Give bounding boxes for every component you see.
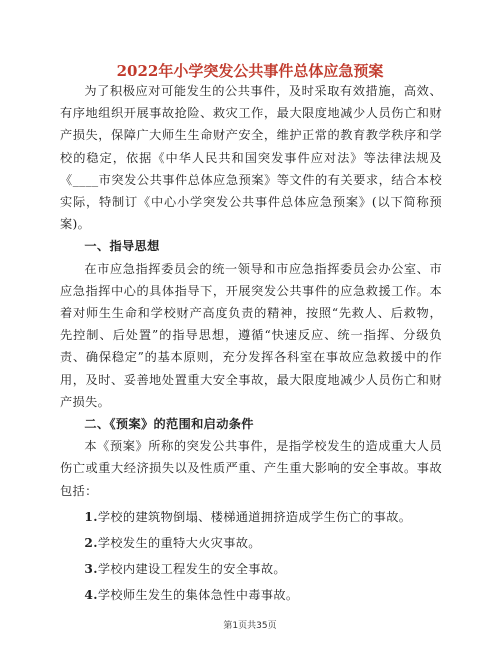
section-heading-scope: 二、《预案》的范围和启动条件 [84, 417, 254, 432]
list-item: 1.学校的建筑物倒塌、楼梯通道拥挤造成学生伤亡的事故。 [84, 509, 412, 524]
accident-list [60, 506, 442, 607]
list-item: 2.学校发生的重特大火灾事故。 [84, 536, 261, 551]
document-title: 2022年小学突发公共事件总体应急预案 [116, 62, 384, 80]
scope-paragraph: 本《预案》所称的突发公共事件，是指学校发生的造成重大人员伤亡或重大经济损失以及性质严重、产生重大影响的安全事故。事故包括： [60, 439, 442, 498]
document-body [60, 80, 442, 611]
list-item: 4.学校师生发生的集体急性中毒事故。 [84, 588, 299, 603]
page-number-footer: 第1页共35页 [223, 621, 277, 631]
intro-paragraph: 为了积极应对可能发生的公共事件，及时采取有效措施，高效、有序地组织开展事故抢险、救灾工作，最大限度地减少人员伤亡和财产损失，保障广大师生生命财产安全，维护正常的教育教学秩序和学校的稳定，依据《中华人民共和国突发事件应对法》等法律法规及《____市突发公共事件总体应急预案》等文件的有关要求，结合本校实际，特制订《中心小学突发公共事件总体应急预案》(以下简称预案)。 [60, 84, 442, 232]
guiding-ideology-paragraph: 在市应急指挥委员会的统一领导和市应急指挥委员会办公室、市应急指挥中心的具体指导下，开展突发公共事件的应急救援工作。本着对师生生命和学校财产高度负责的精神，按照“先救人、后救物，先控制、后处置”的指导思想，遵循“快速反应、统一指挥、分级负责、确保稳定”的基本原则，充分发挥各科室在事故应急救援中的作用，及时、妥善地处置重大安全事故，最大限度地减少人员伤亡和财产损失。 [60, 261, 442, 409]
section-heading-guiding-ideology: 一、指导思想 [84, 239, 160, 254]
list-item: 3.学校内建设工程发生的安全事故。 [84, 562, 286, 577]
